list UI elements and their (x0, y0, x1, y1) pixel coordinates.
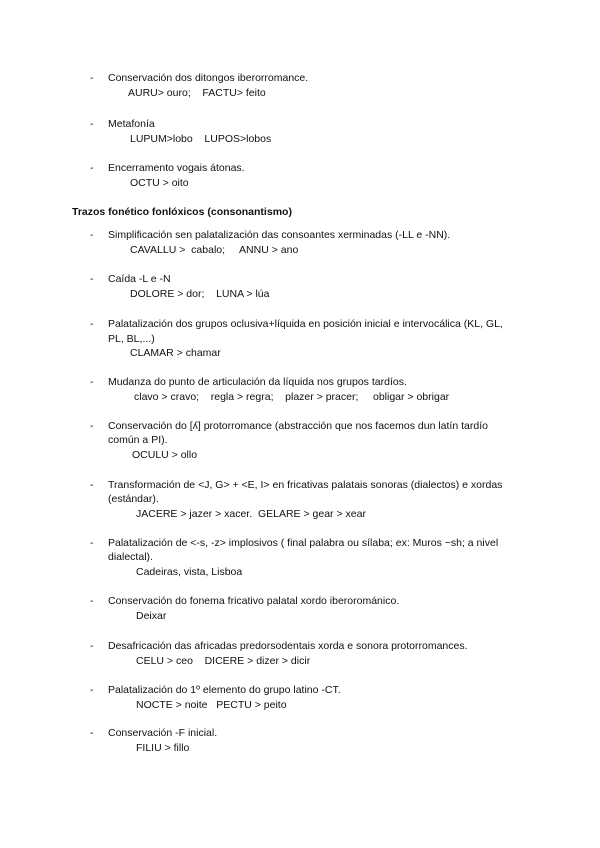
item-example: NOCTE > noite PECTU > peito (136, 699, 287, 711)
item-example: AURU> ouro; FACTU> feito (128, 87, 266, 99)
item-title: Encerramento vogais átonas. (108, 162, 245, 174)
item-example: OCULU > ollo (132, 449, 198, 461)
item-title-continued: dialectal). (108, 551, 153, 563)
item-title: Caída -L e -N (108, 273, 171, 285)
bullet-dash: - (90, 273, 94, 285)
item-example: CLAMAR > chamar (130, 347, 221, 359)
item-title: Palatalización de <-s, -z> implosivos ( final palabra ou sílaba; ex: Muros ~sh; a nivel (108, 537, 499, 549)
bullet-dash: - (90, 72, 94, 84)
item-example: Deixar (136, 610, 167, 622)
bullet-dash: - (90, 727, 94, 739)
item-title: Conservación do [ʎ] protorromance (abstracción que nos facemos dun latín tardío (108, 420, 488, 432)
item-example: LUPUM>lobo LUPOS>lobos (130, 133, 272, 145)
item-example: CAVALLU > cabalo; ANNU > ano (130, 244, 299, 256)
item-title-continued: (estándar). (108, 493, 159, 505)
bullet-dash: - (90, 118, 94, 130)
bullet-dash: - (90, 595, 94, 607)
bullet-dash: - (90, 376, 94, 388)
bullet-dash: - (90, 684, 94, 696)
bullet-dash: - (90, 420, 94, 432)
item-title: Conservación dos ditongos iberorromance. (108, 72, 309, 84)
item-example: JACERE > jazer > xacer. GELARE > gear > xear (136, 508, 366, 520)
bullet-dash: - (90, 479, 94, 491)
bullet-dash: - (90, 537, 94, 549)
item-example: FILIU > fillo (136, 742, 190, 754)
item-title-continued: común a PI). (108, 434, 168, 446)
section-heading: Trazos fonético fonlóxicos (consonantismo) (72, 206, 292, 218)
bullet-dash: - (90, 640, 94, 652)
item-example: clavo > cravo; regla > regra; plazer > pracer; obligar > obrigar (134, 391, 450, 403)
bullet-dash: - (90, 162, 94, 174)
item-title-continued: PL, BL,...) (108, 333, 155, 345)
item-title: Transformación de <J, G> + <E, I> en fricativas palatais sonoras (dialectos) e xordas (108, 479, 503, 491)
item-title: Conservación do fonema fricativo palatal xordo iberorománico. (108, 595, 400, 607)
item-title: Metafonía (108, 118, 155, 130)
item-example: CELU > ceo DICERE > dizer > dicir (136, 655, 311, 667)
item-example: DOLORE > dor; LUNA > lúa (130, 288, 270, 300)
item-title: Mudanza do punto de articulación da líquida nos grupos tardíos. (108, 376, 407, 388)
item-example: OCTU > oito (130, 177, 189, 189)
bullet-dash: - (90, 318, 94, 330)
item-title: Conservación -F inicial. (108, 727, 218, 739)
item-title: Palatalización do 1º elemento do grupo latino -CT. (108, 684, 341, 696)
item-title: Palatalización dos grupos oclusiva+líquida en posición inicial e intervocálica (KL, GL, (108, 318, 503, 330)
item-title: Simplificación sen palatalización das consoantes xerminadas (-LL e -NN). (108, 229, 451, 241)
bullet-dash: - (90, 229, 94, 241)
item-title: Desafricación das africadas predorsodentais xorda e sonora protorromances. (108, 640, 468, 652)
item-example: Cadeiras, vista, Lisboa (136, 566, 243, 578)
